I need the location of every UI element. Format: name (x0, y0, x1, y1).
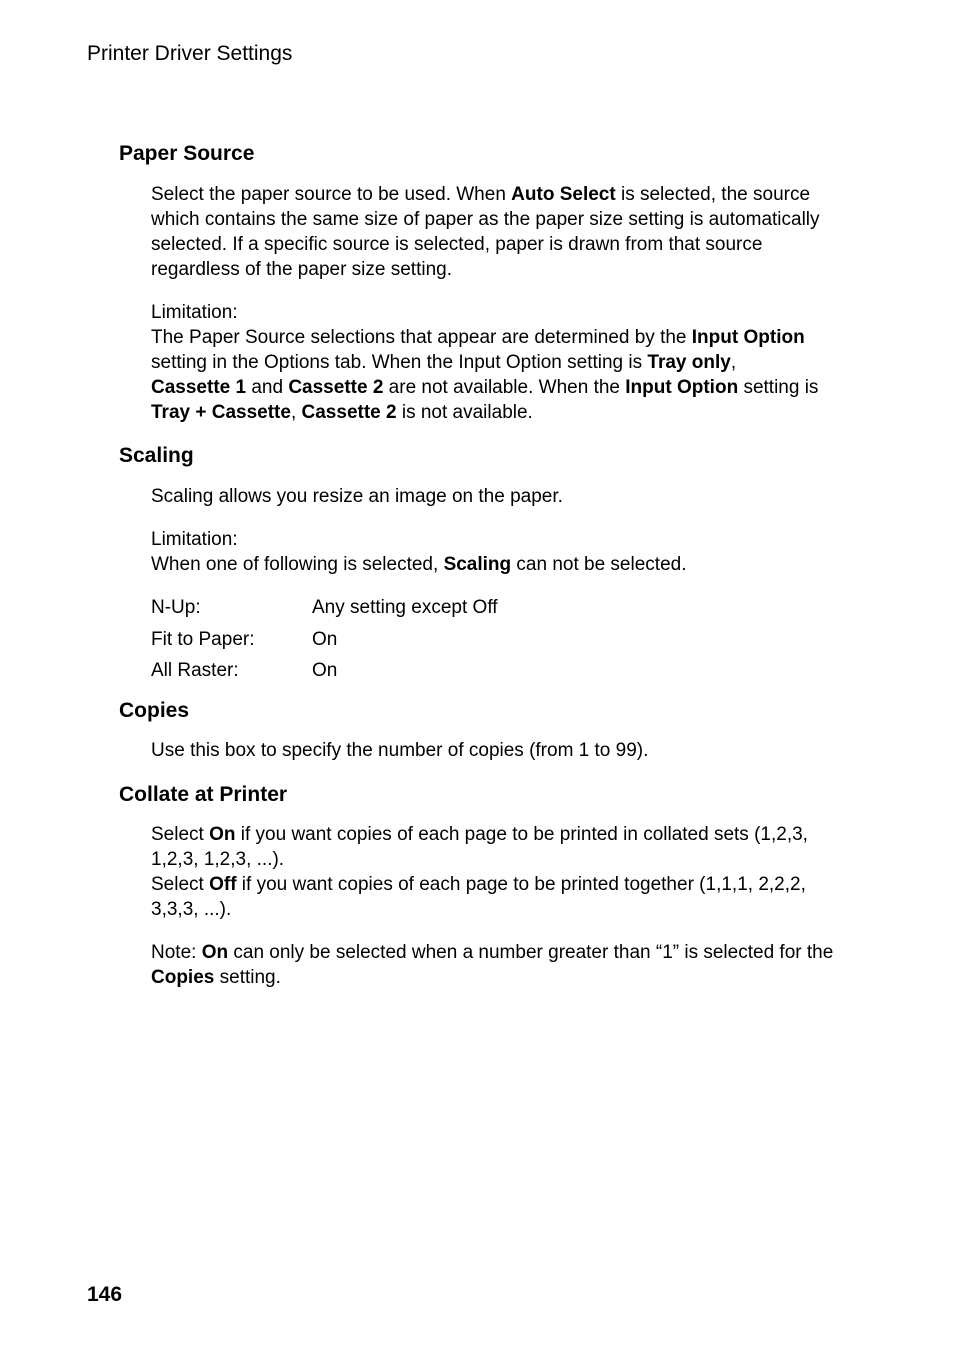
note-text: Note: (151, 942, 202, 963)
lim-bold: Cassette 2 (301, 402, 397, 423)
paper-source-description (151, 182, 851, 282)
limitation-row-n-up (151, 595, 498, 620)
lim-text: can not be selected. (511, 554, 687, 575)
lim-text: , (730, 352, 737, 373)
limitation-row-fit-to-paper (151, 627, 337, 652)
collate-note (151, 940, 851, 990)
paper-source-limitation-label: Limitation: (151, 302, 238, 323)
limitation-row-value: Any setting except Off (312, 597, 498, 618)
collate-text: if you want copies of each page to be printed together (1,1,1, 2,2,2, 3,3,3, ...). (151, 874, 806, 920)
lim-text: setting is (738, 377, 819, 398)
limitation-row-label: N-Up: (151, 597, 201, 618)
collate-text: Select (151, 824, 210, 845)
desc-text: Select the paper source to be used. When (151, 184, 512, 205)
desc-text: is selected, the source which contains the same size of paper as the paper size setting is automatically selected. If a specific source is selected, paper is drawn from that source regardless of the paper size setting. (151, 184, 820, 280)
lim-bold: Tray + Cassette (151, 402, 291, 423)
scaling-description: Scaling allows you resize an image on the paper. (151, 486, 563, 507)
lim-bold: Cassette 2 (288, 377, 384, 398)
note-bold: Copies (151, 967, 215, 988)
lim-text: and (246, 377, 289, 398)
collate-text: if you want copies of each page to be printed in collated sets (1,2,3, 1,2,3, 1,2,3, ...). (151, 824, 808, 870)
note-bold: On (201, 942, 229, 963)
paper-source-limitation (151, 325, 853, 425)
note-text: can only be selected when a number greater than “1” is selected for the (228, 942, 834, 963)
limitation-row-label: Fit to Paper: (151, 629, 255, 650)
page-header: Printer Driver Settings (87, 42, 293, 65)
collate-text: Select (151, 874, 210, 895)
section-title-copies: Copies (119, 699, 190, 722)
collate-off-description (151, 872, 811, 922)
lim-bold: Scaling (443, 554, 512, 575)
lim-text: are not available. When the (383, 377, 626, 398)
note-text: setting. (214, 967, 281, 988)
lim-bold: Input Option (625, 377, 739, 398)
lim-bold: Cassette 1 (151, 377, 247, 398)
limitation-row-value: On (312, 660, 338, 681)
limitation-row-value: On (312, 629, 338, 650)
scaling-limitation (151, 552, 851, 577)
section-title-collate: Collate at Printer (119, 783, 288, 806)
lim-text: , (290, 402, 302, 423)
copies-description: Use this box to specify the number of copies (from 1 to 99). (151, 740, 649, 761)
scaling-limitation-label: Limitation: (151, 529, 238, 550)
collate-bold: Off (209, 874, 237, 895)
limitation-row-label: All Raster: (151, 660, 239, 681)
section-title-scaling: Scaling (119, 444, 194, 467)
lim-text: When one of following is selected, (151, 554, 444, 575)
desc-bold: Auto Select (511, 184, 616, 205)
limitation-row-all-raster (151, 658, 337, 683)
lim-bold: Tray only (647, 352, 731, 373)
lim-bold: Input Option (691, 327, 805, 348)
page-number: 146 (87, 1283, 123, 1306)
collate-on-description (151, 822, 811, 872)
lim-text: The Paper Source selections that appear are determined by the (151, 327, 692, 348)
lim-text: setting in the Options tab. When the Input Option setting is (151, 352, 648, 373)
lim-text: is not available. (396, 402, 533, 423)
collate-bold: On (209, 824, 236, 845)
section-title-paper-source: Paper Source (119, 142, 255, 165)
